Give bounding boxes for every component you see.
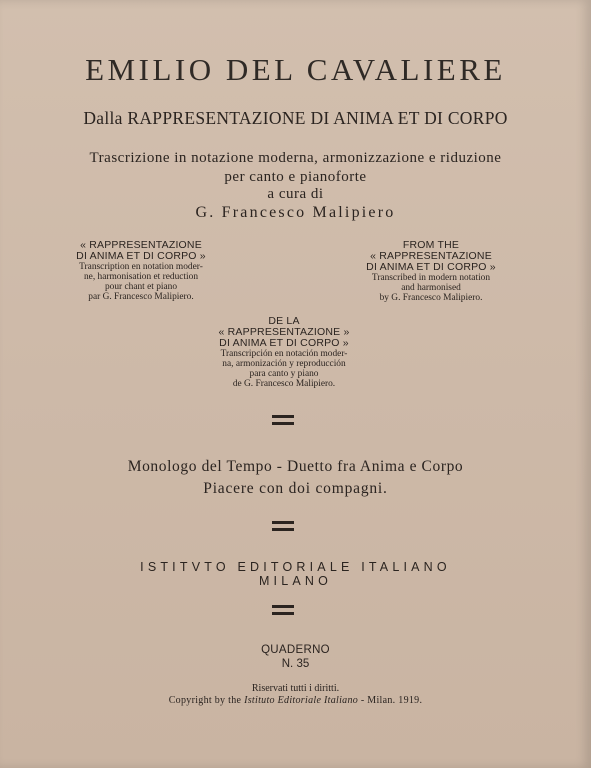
booklet-number: N. 35 [281,658,310,670]
english-line-1: Transcribed in modern notation [371,273,491,283]
french-note [58,240,224,302]
spanish-line-4: de G. Francesco Malipiero. [232,379,336,389]
copyright-publisher: Istituto Editoriale Italiano [244,695,359,706]
english-heading-3: DI ANIMA ET DI CORPO » [366,261,496,273]
english-line-3: by G. Francesco Malipiero. [379,293,483,303]
spanish-heading-2: « RAPPRESENTAZIONE » [218,326,350,338]
double-rule-divider [272,521,294,532]
subtitle-line-2: per canto e pianoforte [224,169,367,185]
rights-notice: Riservati tutti i diritti. [251,683,340,694]
double-rule-divider [272,605,294,616]
french-line-2: ne, harmonisation et reduction [83,272,199,282]
french-line-4: par G. Francesco Malipiero. [88,292,194,302]
spanish-line-2: na, armonización y reproducción [222,359,346,369]
spanish-note [200,316,368,389]
english-heading-2: « RAPPRESENTAZIONE [370,250,492,262]
copyright-notice [0,695,591,706]
french-heading-2: DI ANIMA ET DI CORPO » [76,250,206,262]
pieces-line-1: Monologo del Tempo - Duetto fra Anima e Corpo [127,458,464,475]
spanish-line-1: Transcripción en notación moder- [220,349,348,359]
subtitle-line-1: Trascrizione in notazione moderna, armonizzazione e riduzione [89,150,502,166]
author-name: EMILIO DEL CAVALIERE [85,52,506,87]
pieces-line-2: Piacere con doi compagni. [203,480,388,497]
english-line-2: and harmonised [401,283,461,293]
english-note [350,240,512,303]
spanish-line-3: para canto y piano [249,369,319,379]
work-title: Dalla RAPPRESENTAZIONE DI ANIMA ET DI CORPO [83,108,508,128]
english-heading-1: FROM THE [402,239,460,251]
editor-name: G. Francesco Malipiero [195,204,396,221]
subtitle-line-3: a cura di [267,186,324,202]
booklet-label: QUADERNO [261,644,330,656]
copyright-prefix: Copyright by the [168,695,242,706]
double-rule-divider [272,415,294,426]
publisher-name: ISTITVTO EDITORIALE ITALIANO [140,560,451,574]
french-line-3: pour chant et piano [104,282,178,292]
spanish-heading-1: DE LA [268,315,300,327]
copyright-suffix: - Milan. 1919. [360,695,423,706]
spanish-heading-3: DI ANIMA ET DI CORPO » [219,337,349,349]
publisher-city: MILANO [258,574,333,588]
french-heading-1: « RAPPRESENTAZIONE [80,239,202,251]
french-line-1: Transcription en notation moder- [79,262,203,272]
